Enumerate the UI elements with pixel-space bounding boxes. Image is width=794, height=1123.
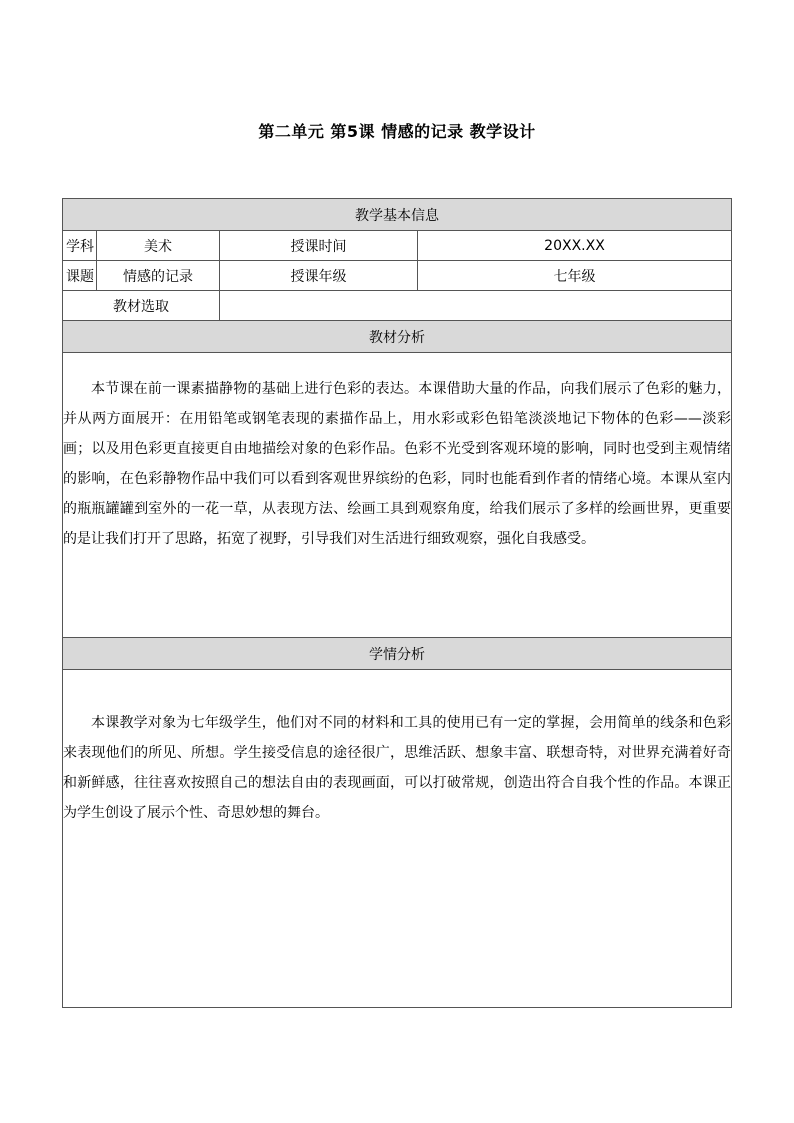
- material-analysis-header-row: [63, 321, 732, 353]
- student-analysis-text: 本课教学对象为七年级学生，他们对不同的材料和工具的使用已有一定的掌握，会用简单的线条和色彩来表现他们的所见、所想。学生接受信息的途径很广，思维活跃、想象丰富、联想奇特，对世界充满着好奇和新鲜感，往往喜欢按照自己的想法自由的表现画面，可以打破常规，创造出符合自我个性的作品。本课正为学生创设了展示个性、奇思妙想的舞台。: [63, 715, 731, 821]
- material-value: [220, 291, 732, 321]
- student-analysis-row: [63, 670, 732, 1008]
- material-analysis-text: 本节课在前一课素描静物的基础上进行色彩的表达。本课借助大量的作品，向我们展示了色彩的魅力，并从两方面展开：在用铅笔或钢笔表现的素描作品上，用水彩或彩色铅笔淡淡地记下物体的色彩——淡彩画；以及用色彩更直接更自由地描绘对象的色彩作品。色彩不光受到客观环境的影响，同时也受到主观情绪的影响，在色彩静物作品中我们可以看到客观世界缤纷的色彩，同时也能看到作者的情绪心境。本课从室内的瓶瓶罐罐到室外的一花一草，从表现方法、绘画工具到观察角度，给我们展示了多样的绘画世界，更重要的是让我们打开了思路，拓宽了视野，引导我们对生活进行细致观察，强化自我感受。: [63, 381, 731, 547]
- time-label: 授课时间: [220, 231, 418, 261]
- subject-value: 美术: [97, 231, 220, 261]
- student-analysis-header: 学情分析: [63, 638, 732, 670]
- student-analysis-cell: [63, 670, 732, 1008]
- subject-row: [63, 231, 732, 261]
- topic-label: 课题: [63, 261, 97, 291]
- lesson-plan-table: [62, 198, 732, 1008]
- grade-value: 七年级: [418, 261, 732, 291]
- grade-label: 授课年级: [220, 261, 418, 291]
- student-analysis-header-row: [63, 638, 732, 670]
- basic-info-header: 教学基本信息: [63, 199, 732, 231]
- document-title: 第二单元 第5课 情感的记录 教学设计: [258, 122, 536, 141]
- material-label: 教材选取: [63, 291, 220, 321]
- topic-value: 情感的记录: [97, 261, 220, 291]
- material-analysis-cell: [63, 353, 732, 638]
- topic-row: [63, 261, 732, 291]
- time-value: 20XX.XX: [418, 231, 732, 261]
- basic-info-header-row: [63, 199, 732, 231]
- material-analysis-header: 教材分析: [63, 321, 732, 353]
- subject-label: 学科: [63, 231, 97, 261]
- material-analysis-row: [63, 353, 732, 638]
- material-row: [63, 291, 732, 321]
